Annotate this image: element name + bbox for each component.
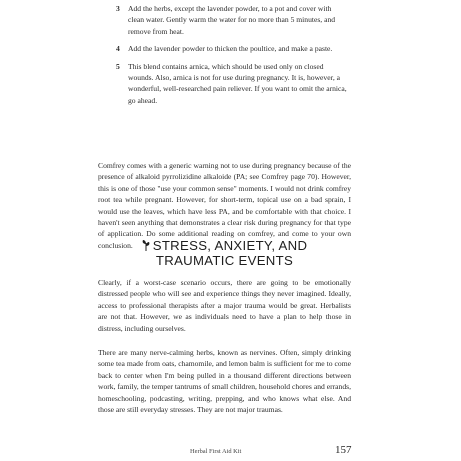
page-number: 157 xyxy=(335,444,352,456)
comfrey-paragraph: Comfrey comes with a generic warning not to use during pregnancy because of the presence of alkaloid pyrrolizidine alkaloide (PA; see Comfrey page 70). However, this is one of those "use your common sense" moments. I would not drink comfrey root tea while pregnant. However, for short-term, topical use on a bad sprain, I would use the leaves, which have less PA, and be comfortable with that choice. I haven't seen anything that demonstrates a clear risk during pregnancy for that type of application. Do some additional reading on comfrey, and come to your own conclusion. xyxy=(98,161,351,250)
step-text: This blend contains arnica, which should be used only on closed wounds. Also, arnica is not for use during pregnancy. It is, however, a wonderful, well-researched pain reliever. If you want to omit the arnica, go ahead. xyxy=(128,61,347,105)
step-text: Add the herbs, except the lavender powder, to a pot and cover with clean water. Gently warm the water for no more than 5 minutes, and remove from heat. xyxy=(128,4,336,36)
step-number: 4 xyxy=(116,44,120,54)
herb-sprig-icon xyxy=(142,239,150,250)
step-5 xyxy=(116,61,348,107)
step-number: 3 xyxy=(116,4,120,13)
instruction-steps xyxy=(116,3,348,112)
step-text: Add the lavender powder to thicken the poultice, and make a paste. xyxy=(128,44,333,54)
heading-line-1: STRESS, ANXIETY, AND xyxy=(152,238,308,253)
nervines-paragraph: There are many nerve-calming herbs, known as nervines. Often, simply drinking some tea made from oats, chamomile, and lemon balm is sufficient for me to come back to center when I'm being pulled in a thousand different directions between work, family, the temper tantrums of small children, household chores and errands, homeschooling, podcasting, writing, prepping, and who knows what else. And those are still everyday stresses. They are not major traumas. xyxy=(98,348,351,415)
heading-line-2: TRAUMATIC EVENTS xyxy=(155,253,294,268)
running-footer-title: Herbal First Aid Kit xyxy=(190,448,242,455)
trauma-paragraph: Clearly, if a worst-case scenario occurs, there are going to be emotionally distressed people who will see and experience things they never imagined. Ideally, access to professional therapists after a major trauma would be great. Herbalists are not that. However, we as individuals need to have a plan to help those in distress, including ourselves. xyxy=(98,278,351,333)
step-3 xyxy=(116,3,348,37)
step-number: 5 xyxy=(116,61,120,71)
step-4 xyxy=(116,43,348,54)
section-heading xyxy=(98,238,351,268)
